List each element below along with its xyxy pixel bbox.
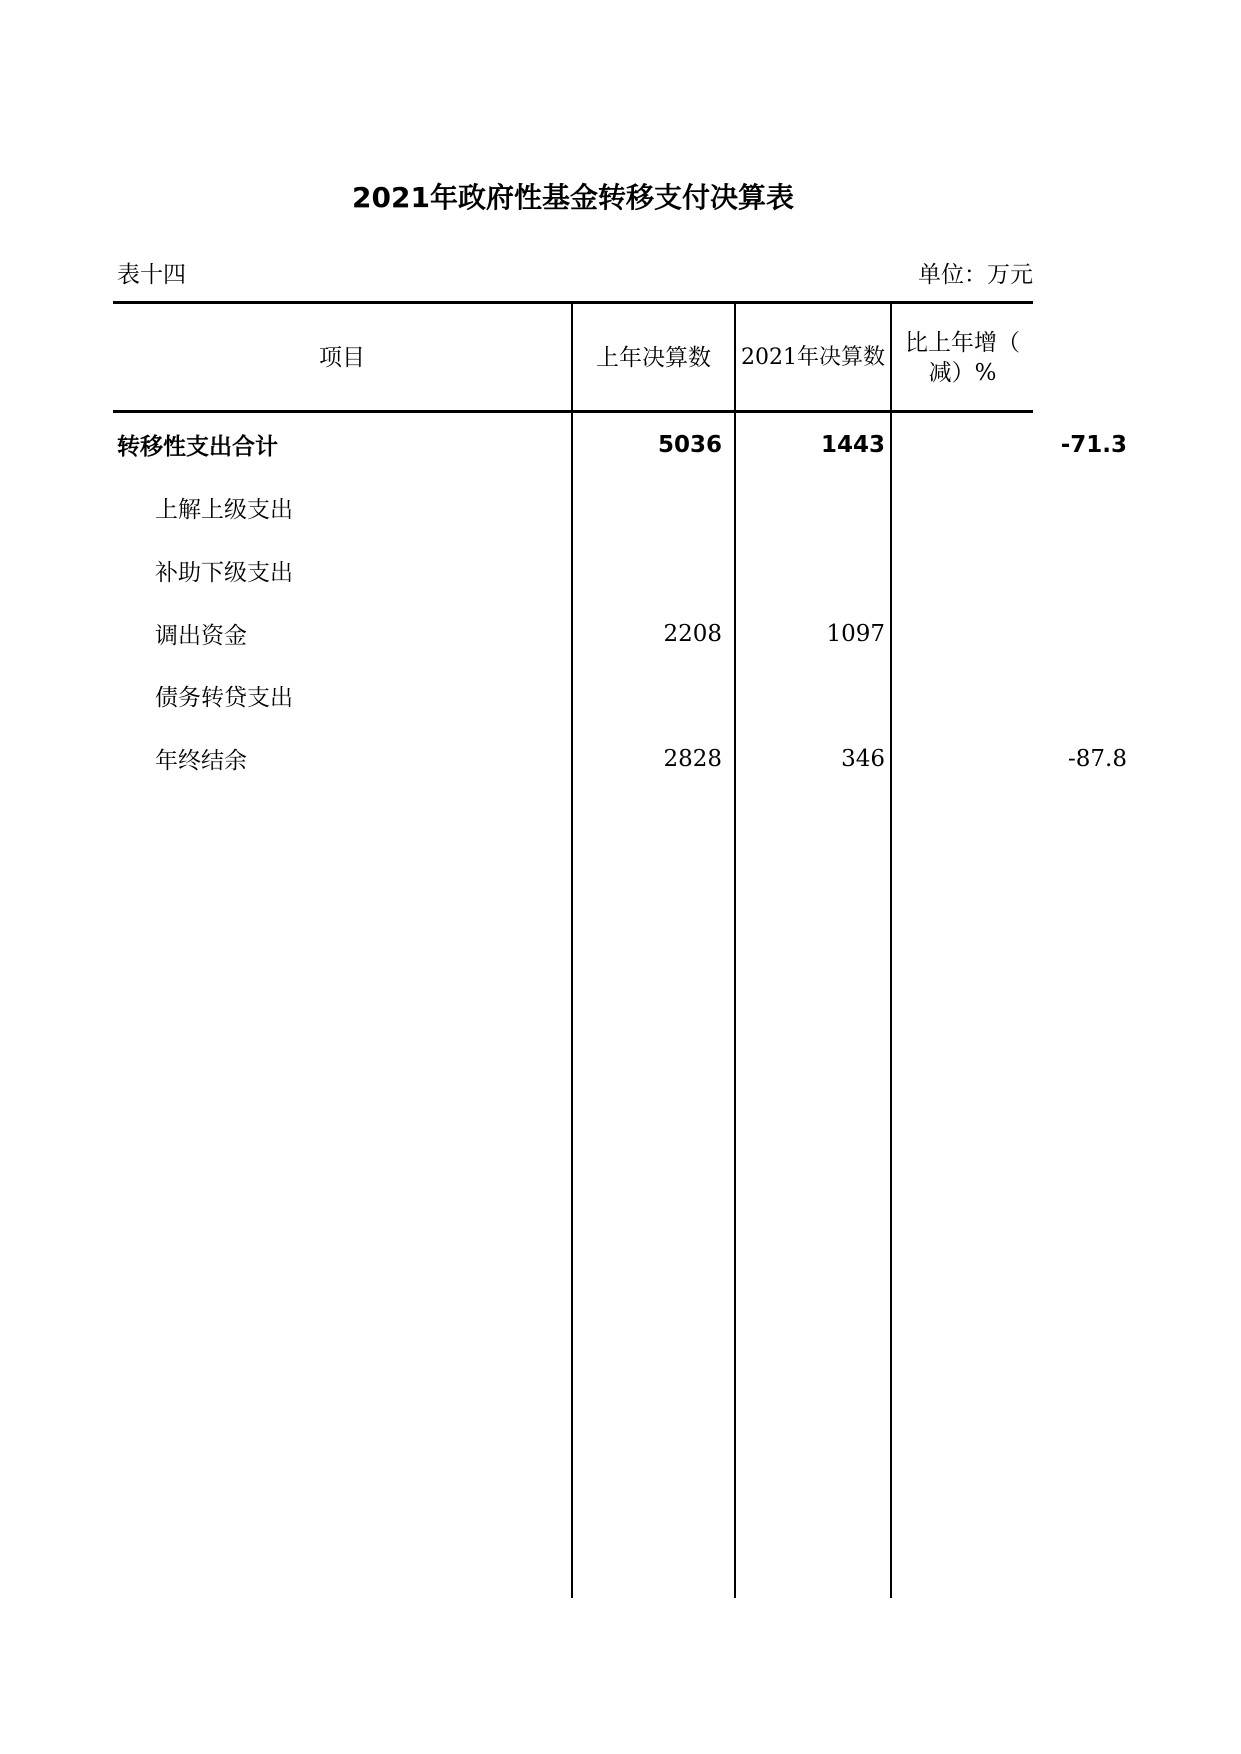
row-name: 转移性支出合计 bbox=[117, 434, 278, 460]
row-name: 补助下级支出 bbox=[155, 560, 293, 586]
header-item: 项目 bbox=[319, 344, 365, 371]
row-previous-year: 2828 bbox=[663, 745, 722, 772]
page-title: 2021年政府性基金转移支付决算表 bbox=[352, 181, 794, 214]
row-current-year bbox=[735, 539, 885, 602]
row-change bbox=[891, 602, 1127, 665]
table-row bbox=[113, 602, 1033, 665]
row-current-year: 1097 bbox=[826, 620, 885, 647]
table-row bbox=[113, 664, 1033, 727]
table-row bbox=[113, 539, 1033, 602]
table-row bbox=[113, 727, 1127, 790]
row-previous-year: 2208 bbox=[663, 620, 722, 647]
table-row-total bbox=[113, 413, 1127, 476]
row-previous-year: 5036 bbox=[657, 431, 722, 458]
header-previous-year: 上年决算数 bbox=[596, 344, 711, 371]
row-name: 调出资金 bbox=[155, 623, 247, 649]
header-current-year: 2021年决算数 bbox=[741, 344, 885, 370]
row-change: -87.8 bbox=[1068, 745, 1127, 772]
row-change bbox=[891, 539, 1127, 602]
row-name: 债务转贷支出 bbox=[155, 685, 293, 711]
header-change-line1: 比上年增（ bbox=[905, 329, 1020, 356]
header-change-percent bbox=[892, 304, 1033, 411]
row-previous-year bbox=[572, 664, 722, 727]
unit-label: 单位：万元 bbox=[918, 262, 1033, 288]
row-name: 年终结余 bbox=[155, 748, 247, 774]
table-row bbox=[113, 476, 1033, 539]
row-name: 上解上级支出 bbox=[155, 497, 293, 523]
row-current-year: 1443 bbox=[820, 431, 885, 458]
table-number: 表十四 bbox=[117, 262, 186, 288]
row-change: -71.3 bbox=[1060, 431, 1127, 458]
row-previous-year bbox=[572, 476, 722, 539]
row-current-year: 346 bbox=[841, 745, 885, 772]
row-previous-year bbox=[572, 539, 722, 602]
header-change-line2: 减）% bbox=[928, 359, 997, 386]
row-current-year bbox=[735, 476, 885, 539]
row-change bbox=[891, 664, 1127, 727]
row-change bbox=[891, 476, 1127, 539]
row-current-year bbox=[735, 664, 885, 727]
